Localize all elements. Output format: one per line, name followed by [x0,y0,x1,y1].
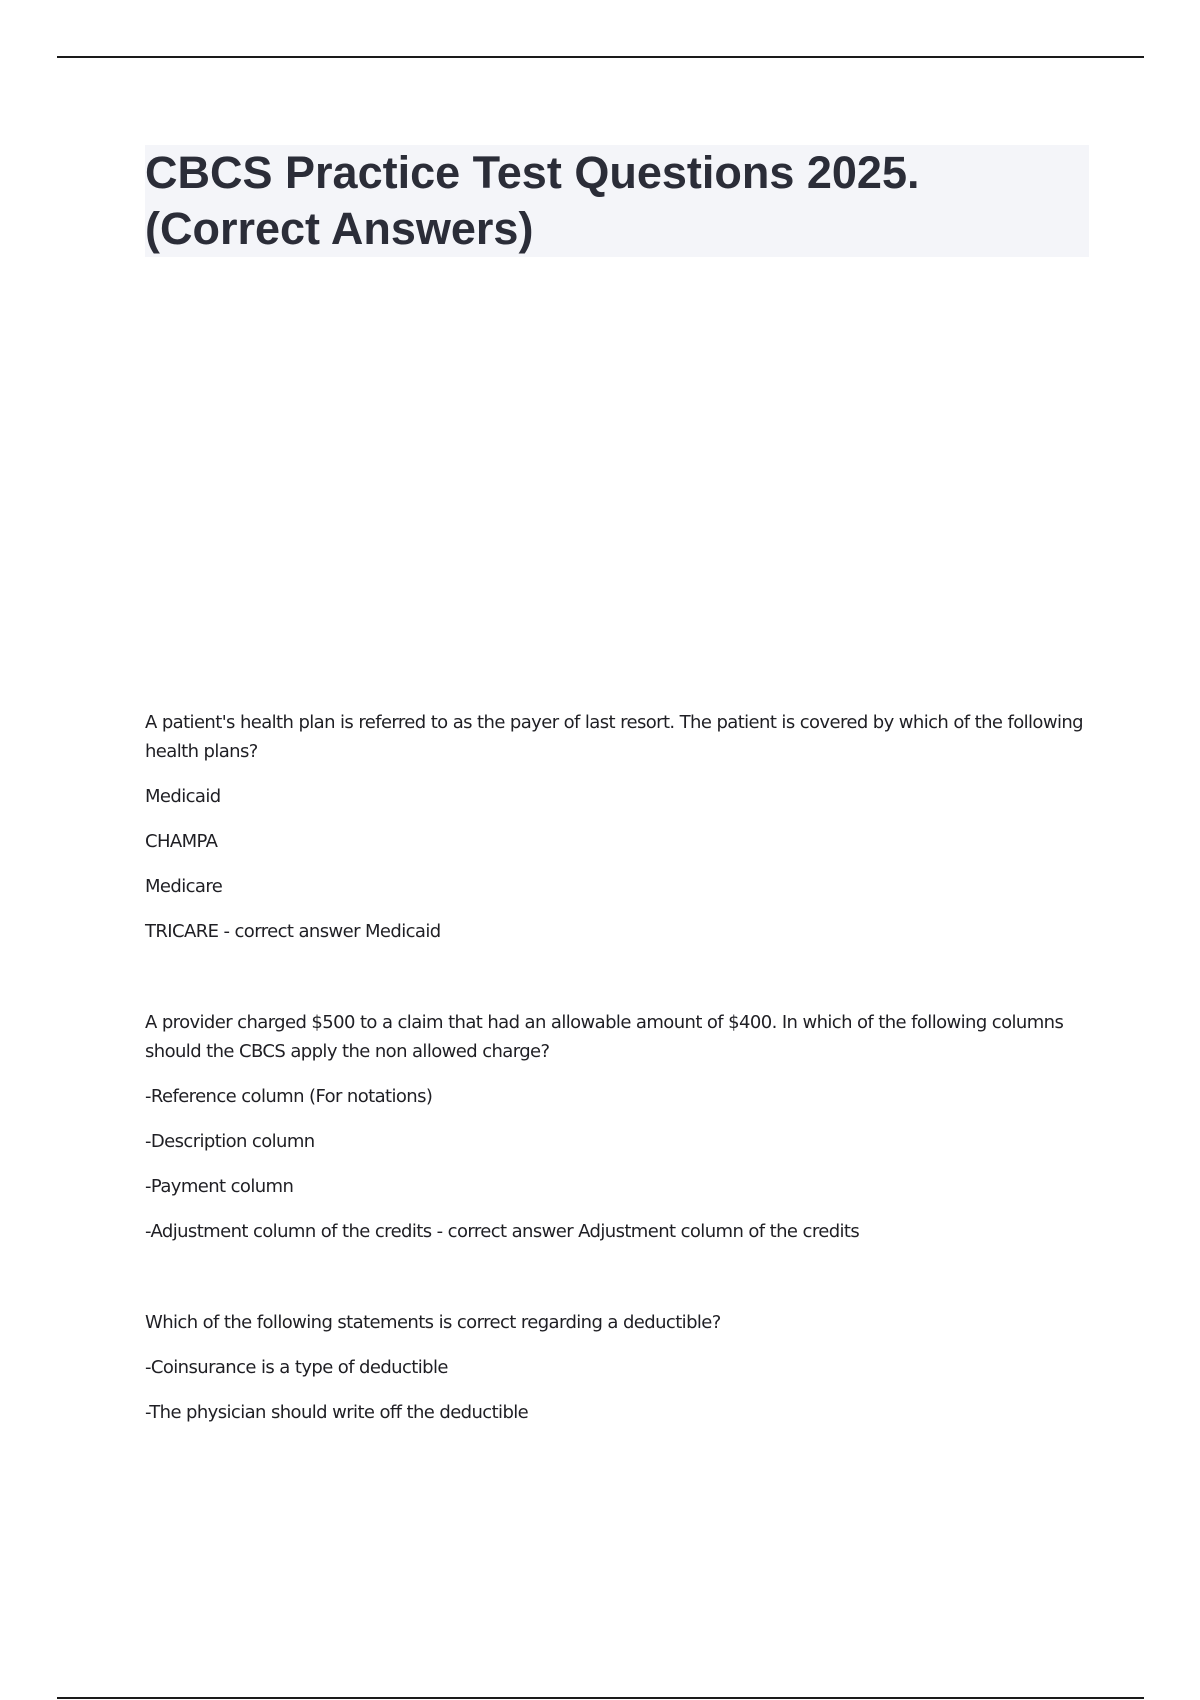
header-rule [57,56,1144,58]
questions-content [145,708,1085,1427]
question-block-1 [145,708,1085,946]
title-line-2: (Correct Answers) [145,203,534,254]
question-text: A patient's health plan is referred to as the payer of last resort. The patient is covered by which of the following health plans? [145,712,1083,762]
title-block [145,145,1089,257]
footer-rule [57,1697,1144,1699]
answer-option: -Description column [145,1131,315,1152]
answer-option: -Reference column (For notations) [145,1086,433,1107]
document-title [145,145,1089,257]
question-text: Which of the following statements is correct regarding a deductible? [145,1312,721,1333]
answer-option: Medicaid [145,786,221,807]
answer-option-with-correct-answer: TRICARE - correct answer Medicaid [145,921,441,942]
answer-option: -The physician should write off the deductible [145,1402,529,1423]
answer-option: Medicare [145,876,223,897]
question-block-3 [145,1308,1085,1427]
title-line-1: CBCS Practice Test Questions 2025. [145,147,920,198]
question-text: A provider charged $500 to a claim that had an allowable amount of $400. In which of the following columns should the CBCS apply the non allowed charge? [145,1012,1064,1062]
answer-option: CHAMPA [145,831,218,852]
answer-option: -Payment column [145,1176,294,1197]
answer-option: -Coinsurance is a type of deductible [145,1357,448,1378]
answer-option-with-correct-answer: -Adjustment column of the credits - correct answer Adjustment column of the credits [145,1221,860,1242]
question-block-2 [145,1008,1085,1246]
